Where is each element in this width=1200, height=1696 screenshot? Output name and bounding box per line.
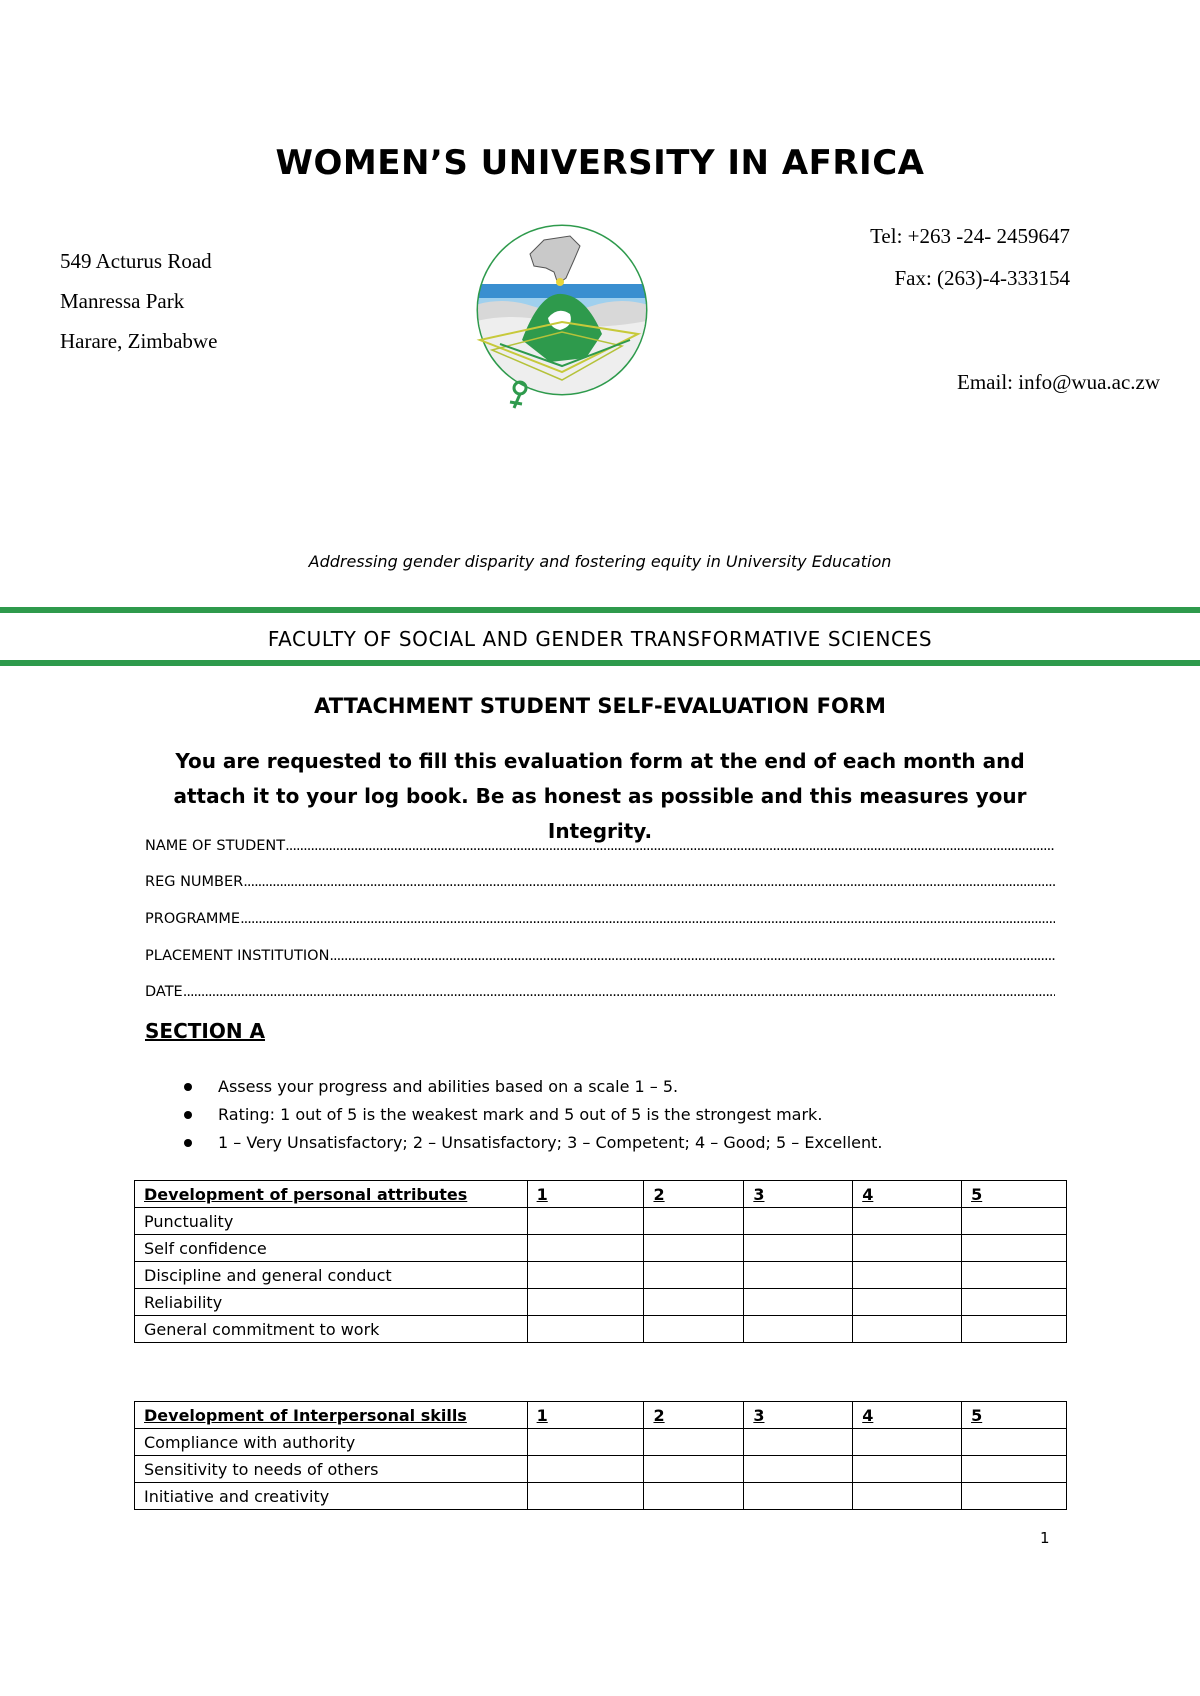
table-header-row bbox=[135, 1181, 1067, 1208]
scale-header: 3 bbox=[744, 1402, 853, 1429]
criterion-label: Punctuality bbox=[135, 1208, 528, 1235]
tagline: Addressing gender disparity and fostering equity in University Education bbox=[308, 552, 892, 571]
field-label: NAME OF STUDENT bbox=[145, 838, 286, 854]
rating-cell[interactable] bbox=[962, 1289, 1067, 1316]
rating-cell[interactable] bbox=[644, 1429, 744, 1456]
rating-cell[interactable] bbox=[853, 1262, 962, 1289]
rating-cell[interactable] bbox=[962, 1235, 1067, 1262]
criterion-label: Sensitivity to needs of others bbox=[135, 1456, 528, 1483]
rating-cell[interactable] bbox=[527, 1429, 644, 1456]
rating-cell[interactable] bbox=[744, 1208, 853, 1235]
email: Email: info@wua.ac.zw bbox=[957, 370, 1161, 394]
scale-header: 3 bbox=[744, 1181, 853, 1208]
divider-bottom bbox=[0, 660, 1200, 666]
field-placement-institution[interactable] bbox=[145, 948, 1055, 964]
fill-line bbox=[329, 948, 1055, 964]
criterion-label: Reliability bbox=[135, 1289, 528, 1316]
scale-header: 1 bbox=[527, 1181, 644, 1208]
criterion-label: General commitment to work bbox=[135, 1316, 528, 1343]
criterion-label: Self confidence bbox=[135, 1235, 528, 1262]
rating-cell[interactable] bbox=[644, 1208, 744, 1235]
rating-cell[interactable] bbox=[527, 1262, 644, 1289]
table-row bbox=[135, 1235, 1067, 1262]
address-line: 549 Acturus Road bbox=[60, 249, 212, 273]
rating-cell[interactable] bbox=[644, 1316, 744, 1343]
field-reg-number[interactable] bbox=[145, 874, 1055, 890]
field-label: DATE bbox=[145, 984, 183, 1000]
rating-cell[interactable] bbox=[644, 1289, 744, 1316]
table-header: Development of personal attributes bbox=[135, 1181, 528, 1208]
field-label: PROGRAMME bbox=[145, 911, 241, 927]
table-row bbox=[135, 1483, 1067, 1510]
rating-cell[interactable] bbox=[644, 1262, 744, 1289]
university-logo bbox=[462, 222, 662, 412]
scale-header: 2 bbox=[644, 1181, 744, 1208]
address-line: Manressa Park bbox=[60, 289, 185, 313]
list-item: Rating: 1 out of 5 is the weakest mark and 5 out of 5 is the strongest mark. bbox=[188, 1101, 883, 1129]
fill-line bbox=[183, 984, 1055, 1000]
rating-cell[interactable] bbox=[962, 1262, 1067, 1289]
rating-cell[interactable] bbox=[644, 1235, 744, 1262]
rating-cell[interactable] bbox=[744, 1316, 853, 1343]
scale-header: 4 bbox=[853, 1402, 962, 1429]
scale-header: 4 bbox=[853, 1181, 962, 1208]
form-instruction: You are requested to fill this evaluation form at the end of each month and attach it to your log book. Be as honest as possible and this measures your Integrity. bbox=[173, 749, 1027, 843]
rating-cell[interactable] bbox=[962, 1208, 1067, 1235]
rating-cell[interactable] bbox=[962, 1316, 1067, 1343]
rating-cell[interactable] bbox=[744, 1289, 853, 1316]
field-date[interactable] bbox=[145, 984, 1055, 1000]
rating-cell[interactable] bbox=[962, 1483, 1067, 1510]
page-number: 1 bbox=[1040, 1529, 1050, 1547]
rating-cell[interactable] bbox=[527, 1289, 644, 1316]
university-title: WOMEN’S UNIVERSITY IN AFRICA bbox=[275, 143, 925, 183]
personal-attributes-table bbox=[134, 1180, 1067, 1343]
divider-top bbox=[0, 607, 1200, 613]
rating-cell[interactable] bbox=[853, 1456, 962, 1483]
criterion-label: Discipline and general conduct bbox=[135, 1262, 528, 1289]
bullet-icon bbox=[184, 1139, 192, 1147]
rating-cell[interactable] bbox=[853, 1235, 962, 1262]
table-row bbox=[135, 1208, 1067, 1235]
field-student-name[interactable] bbox=[145, 838, 1055, 854]
scale-header: 2 bbox=[644, 1402, 744, 1429]
rating-cell[interactable] bbox=[853, 1208, 962, 1235]
scale-header: 5 bbox=[962, 1181, 1067, 1208]
criterion-label: Compliance with authority bbox=[135, 1429, 528, 1456]
address-line: Harare, Zimbabwe bbox=[60, 329, 218, 353]
section-a-heading: SECTION A bbox=[145, 1019, 266, 1043]
rating-cell[interactable] bbox=[527, 1456, 644, 1483]
rating-cell[interactable] bbox=[644, 1483, 744, 1510]
rating-cell[interactable] bbox=[962, 1456, 1067, 1483]
table-row bbox=[135, 1429, 1067, 1456]
form-title: ATTACHMENT STUDENT SELF-EVALUATION FORM bbox=[314, 694, 886, 718]
rating-cell[interactable] bbox=[527, 1316, 644, 1343]
field-programme[interactable] bbox=[145, 911, 1055, 927]
rating-cell[interactable] bbox=[853, 1289, 962, 1316]
address-block bbox=[60, 241, 217, 361]
table-row bbox=[135, 1316, 1067, 1343]
rating-cell[interactable] bbox=[962, 1429, 1067, 1456]
criterion-label: Initiative and creativity bbox=[135, 1483, 528, 1510]
rating-cell[interactable] bbox=[744, 1429, 853, 1456]
rating-cell[interactable] bbox=[853, 1316, 962, 1343]
field-label: PLACEMENT INSTITUTION bbox=[145, 948, 330, 964]
field-label: REG NUMBER bbox=[145, 874, 244, 890]
scale-header: 5 bbox=[962, 1402, 1067, 1429]
rating-cell[interactable] bbox=[744, 1483, 853, 1510]
fill-line bbox=[285, 838, 1055, 854]
rating-cell[interactable] bbox=[744, 1262, 853, 1289]
bullet-icon bbox=[184, 1083, 192, 1091]
rating-cell[interactable] bbox=[527, 1208, 644, 1235]
rating-cell[interactable] bbox=[744, 1235, 853, 1262]
table-row bbox=[135, 1289, 1067, 1316]
scale-header: 1 bbox=[527, 1402, 644, 1429]
rating-cell[interactable] bbox=[527, 1483, 644, 1510]
rating-cell[interactable] bbox=[853, 1429, 962, 1456]
table-row bbox=[135, 1262, 1067, 1289]
table-header-row bbox=[135, 1402, 1067, 1429]
rating-instructions bbox=[188, 1073, 883, 1157]
list-item: 1 – Very Unsatisfactory; 2 – Unsatisfactory; 3 – Competent; 4 – Good; 5 – Excellent. bbox=[188, 1129, 883, 1157]
table-row bbox=[135, 1456, 1067, 1483]
telephone: Tel: +263 -24- 2459647 bbox=[870, 224, 1070, 248]
rating-cell[interactable] bbox=[744, 1456, 853, 1483]
rating-cell[interactable] bbox=[853, 1483, 962, 1510]
list-item: Assess your progress and abilities based on a scale 1 – 5. bbox=[188, 1073, 883, 1101]
faculty-name: FACULTY OF SOCIAL AND GENDER TRANSFORMATIVE SCIENCES bbox=[267, 627, 933, 651]
table-header: Development of Interpersonal skills bbox=[135, 1402, 528, 1429]
fill-line bbox=[240, 911, 1055, 927]
rating-cell[interactable] bbox=[527, 1235, 644, 1262]
fill-line bbox=[243, 874, 1055, 890]
interpersonal-skills-table bbox=[134, 1401, 1067, 1510]
bullet-icon bbox=[184, 1111, 192, 1119]
rating-cell[interactable] bbox=[644, 1456, 744, 1483]
fax: Fax: (263)-4-333154 bbox=[894, 266, 1070, 290]
